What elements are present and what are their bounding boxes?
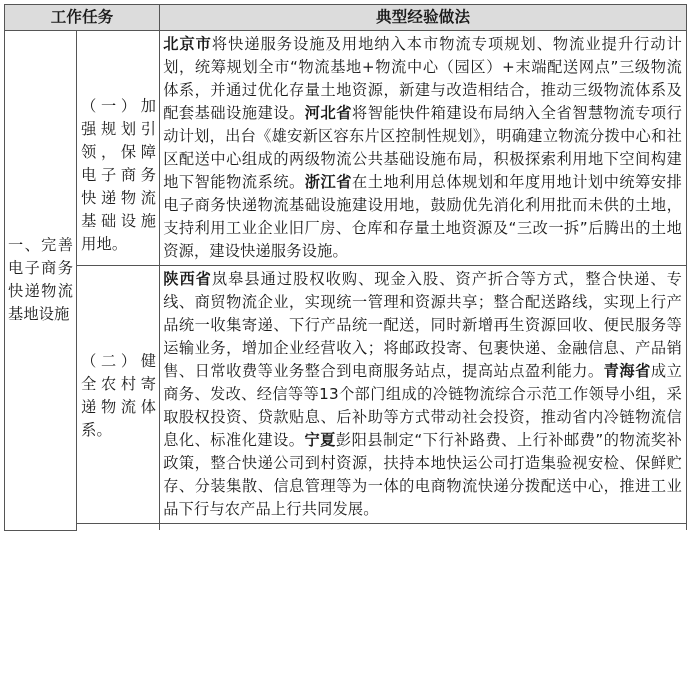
table-row: [5, 266, 687, 524]
region-name: 浙江省: [304, 173, 352, 191]
table-header-row: [5, 5, 687, 31]
experience-table: [4, 4, 687, 531]
experience-text: 将智能快件箱建设布局纳入全省智慧物流专项行动计划，出台《雄安新区容东片区控制性规划》，明确建立物流分拨中心和社区配送中心组成的两级物流公共基础设施布局，积极探索利用地下空间构建地下智能物流系统。: [163, 104, 682, 191]
region-name: 青海省: [603, 362, 651, 380]
experience-text: 将快递服务设施及用地纳入本市物流专项规划、物流业提升行动计划，统筹规划全市“物流基地+物流中心（园区）+末端配送网点”三级物流体系，并通过优化存量土地资源，新建与改造相结合，推动三级物流体系及配套基础设施建设。: [163, 35, 682, 122]
experience-text: 成立商务、发改、经信等等13个部门组成的冷链物流综合示范工作领导小组，采取股权投资、贷款贴息、后补助等方式带动社会投资，推动省内冷链物流信息化、标准化建设。: [163, 362, 682, 449]
table-row: [5, 31, 687, 266]
region-name: 河北省: [304, 104, 352, 122]
experience-text: 在土地利用总体规划和年度用地计划中统筹安排电子商务快递物流基础设施建设用地，鼓励优先消化利用批而未供的土地，支持利用工业企业旧厂房、仓库和存量土地资源及“三改一拆”后腾出的土地资源，建设快递服务设施。: [163, 173, 682, 260]
experience-text: 岚皋县通过股权收购、现金入股、资产折合等方式，整合快递、专线、商贸物流企业，实现统一管理和资源共享；整合配送路线，实现上行产品统一收集寄递、下行产品统一配送，同时新增再生资源回收、便民服务等运输业务，增加企业经营收入；将邮政投寄、包裹快递、金融信息、产品销售、日常收费等业务整合到电商服务站点，提高站点盈利能力。: [163, 270, 682, 380]
region-name: 陕西省: [163, 270, 212, 288]
experience-cell-1: [160, 31, 687, 266]
region-name: 北京市: [163, 35, 212, 53]
subtask-cell-1: （一）加强规划引领，保障电子商务快递物流基础设施用地。: [77, 31, 160, 266]
experience-cell-2: [160, 266, 687, 524]
header-work-task: 工作任务: [5, 5, 160, 31]
region-name: 宁夏: [304, 431, 336, 449]
table-row-continuation: [5, 524, 687, 531]
experience-cell-continuation: [160, 524, 687, 531]
subtask-cell-continuation: [77, 524, 160, 531]
header-typical-experience: 典型经验做法: [160, 5, 687, 31]
category-cell: 一、完善电子商务快递物流基地设施: [5, 31, 77, 531]
experience-text: 彭阳县制定“下行补路费、上行补邮费”的物流奖补政策，整合快递公司到村资源，扶持本地快运公司打造集验视安检、保鲜贮存、分装集散、信息管理等为一体的电商物流快递分拨配送中心，推进工业品下行与农产品上行共同发展。: [163, 431, 682, 518]
subtask-cell-2: （二）健全农村寄递物流体系。: [77, 266, 160, 524]
